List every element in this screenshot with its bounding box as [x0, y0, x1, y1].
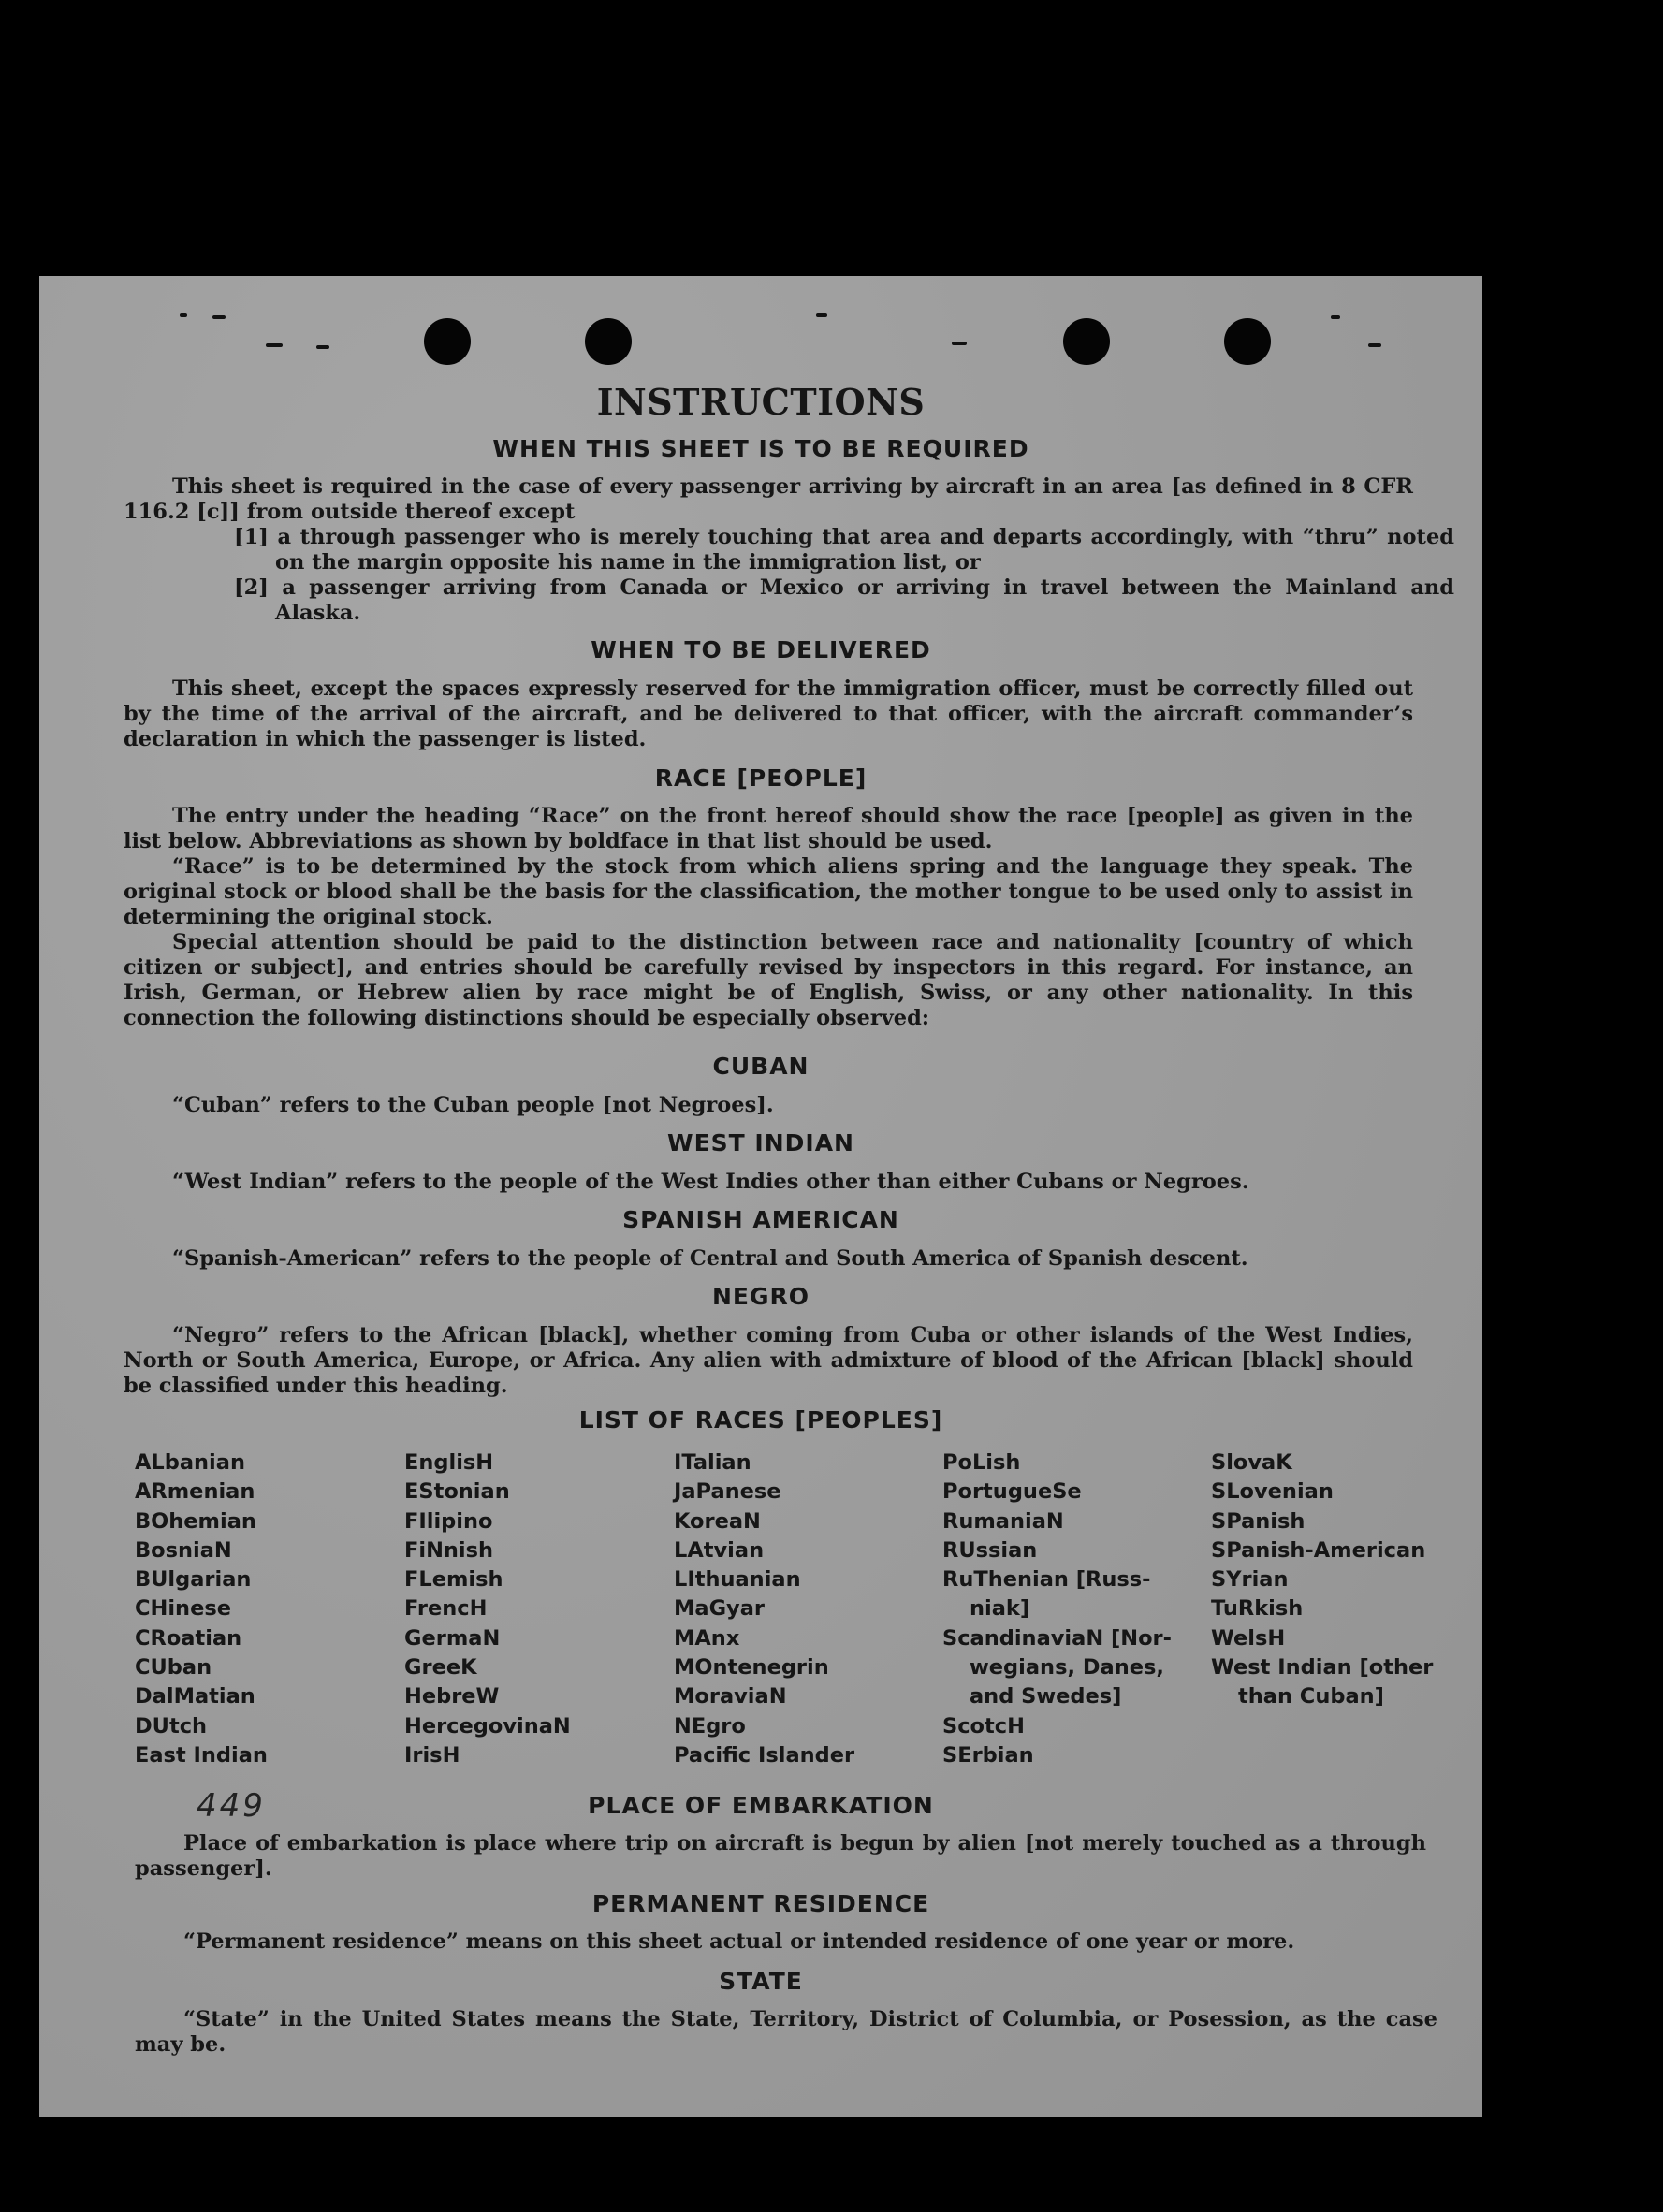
section-heading-west-indian: WEST INDIAN — [667, 1129, 854, 1157]
race-entry: BosniaN — [135, 1537, 232, 1563]
race-entry: PortugueSe — [942, 1479, 1082, 1505]
race-paragraph-3: Special attention should be paid to the distinction between race and nationality [country of which citizen or subject], and entries should be carefully revised by inspectors in this regard. For instance, an Irish, German, or Hebrew alien by race might be of English, Swiss, or any other nationality. In this connection the following distinctions should be especially observed: — [124, 930, 1413, 1030]
race-entry: and Swedes] — [970, 1684, 1122, 1710]
race-list-column-4 — [942, 1448, 1172, 1770]
race-entry: MoraviaN — [674, 1684, 787, 1710]
punch-hole — [1224, 318, 1271, 365]
race-entry: LIthuanian — [674, 1567, 801, 1593]
page-title: INSTRUCTIONS — [596, 381, 926, 423]
spanish-american-text: “Spanish-American” refers to the people of Central and South America of Spanish descent. — [172, 1246, 1248, 1271]
race-entry: ITalian — [674, 1450, 751, 1475]
race-entry: FLemish — [404, 1567, 503, 1593]
handwritten-note: 449 — [197, 1787, 266, 1825]
negro-text: “Negro” refers to the African [black], whether coming from Cuba or other islands of the West Indies, North or South America, Europe, or Africa. Any alien with admixture of blood of the African [black] should be classified under this heading. — [124, 1323, 1413, 1398]
race-entry: MOntenegrin — [674, 1655, 829, 1681]
race-entry: PoLish — [942, 1450, 1021, 1475]
race-entry: NEgro — [674, 1713, 746, 1739]
race-entry: wegians, Danes, — [970, 1655, 1164, 1681]
race-entry: HercegovinaN — [404, 1713, 571, 1739]
race-entry: SPanish-American — [1211, 1537, 1426, 1563]
race-entry: JaPanese — [674, 1479, 781, 1505]
section-heading-required: WHEN THIS SHEET IS TO BE REQUIRED — [492, 435, 1029, 462]
race-entry: KoreaN — [674, 1508, 761, 1534]
race-entry: FrencH — [404, 1596, 488, 1622]
cuban-text: “Cuban” refers to the Cuban people [not Negroes]. — [172, 1093, 774, 1117]
race-entry: IrisH — [404, 1742, 460, 1768]
delivered-text: This sheet, except the spaces expressly reserved for the immigration officer, must be correctly filled out by the time of the arrival of the aircraft, and be delivered to that officer, with the aircraft commander’s declaration in which the passenger is listed. — [124, 677, 1413, 751]
required-intro: This sheet is required in the case of every passenger arriving by aircraft in an area [as defined in 8 CFR 116.2 [c]] from outside thereof except — [124, 474, 1413, 524]
race-list-column-2 — [404, 1448, 571, 1770]
race-entry: HebreW — [404, 1684, 500, 1710]
race-entry: DUtch — [135, 1713, 208, 1739]
section-heading-cuban: CUBAN — [712, 1053, 810, 1080]
section-heading-delivered: WHEN TO BE DELIVERED — [591, 636, 931, 663]
race-entry: EStonian — [404, 1479, 510, 1505]
punch-hole — [1063, 318, 1110, 365]
race-entry: SPanish — [1211, 1508, 1306, 1534]
race-entry: SLovenian — [1211, 1479, 1334, 1505]
race-entry: RUssian — [942, 1537, 1038, 1563]
race-entry: DalMatian — [135, 1684, 255, 1710]
residence-text: “Permanent residence” means on this sheet actual or intended residence of one year or more. — [183, 1929, 1295, 1954]
race-entry: SErbian — [942, 1742, 1034, 1768]
punch-hole — [585, 318, 632, 365]
section-heading-residence: PERMANENT RESIDENCE — [591, 1890, 930, 1917]
race-entry: CRoatian — [135, 1625, 242, 1651]
race-entry: CHinese — [135, 1596, 231, 1622]
state-text: “State” in the United States means the State, Territory, District of Columbia, or Posession, as the case may be. — [135, 2007, 1437, 2057]
form-sheet — [39, 276, 1482, 2117]
race-entry: BOhemian — [135, 1508, 256, 1534]
race-entry: EnglisH — [404, 1450, 494, 1475]
race-entry: CUban — [135, 1655, 212, 1681]
west-indian-text: “West Indian” refers to the people of the West Indies other than either Cubans or Negroes. — [172, 1170, 1249, 1194]
race-entry: MAnx — [674, 1625, 740, 1651]
section-heading-negro: NEGRO — [711, 1283, 810, 1310]
race-entry: FiNnish — [404, 1537, 494, 1563]
punch-hole — [424, 318, 471, 365]
race-list-column-5 — [1211, 1448, 1433, 1712]
section-heading-spanish-american: SPANISH AMERICAN — [622, 1206, 899, 1233]
race-entry: MaGyar — [674, 1596, 765, 1622]
section-heading-list-of-races: LIST OF RACES [PEOPLES] — [578, 1406, 943, 1433]
race-entry: East Indian — [135, 1742, 268, 1768]
race-entry: WelsH — [1211, 1625, 1286, 1651]
section-heading-race: RACE [PEOPLE] — [654, 764, 868, 792]
race-entry: SlovaK — [1211, 1450, 1292, 1475]
race-entry: LAtvian — [674, 1537, 765, 1563]
race-entry: RuThenian [Russ- — [942, 1567, 1151, 1593]
required-exception-1: [1] a through passenger who is merely touching that area and departs accordingly, with “thru” noted on the margin opposite his name in the immigration list, or — [234, 525, 1454, 575]
race-entry: RumaniaN — [942, 1508, 1064, 1534]
race-paragraph-2: “Race” is to be determined by the stock from which aliens spring and the language they speak. The original stock or blood shall be the basis for the classification, the mother tongue to be used only to assist in determining the original stock. — [124, 854, 1413, 929]
section-heading-embarkation: PLACE OF EMBARKATION — [588, 1792, 934, 1819]
race-entry: ScotcH — [942, 1713, 1025, 1739]
race-entry: West Indian [other — [1211, 1655, 1434, 1681]
race-entry: BUlgarian — [135, 1567, 252, 1593]
race-entry: SYrian — [1211, 1567, 1289, 1593]
race-list-column-1 — [135, 1448, 268, 1770]
race-entry: ARmenian — [135, 1479, 255, 1505]
race-entry: ALbanian — [135, 1450, 245, 1475]
race-entry: than Cuban] — [1238, 1684, 1384, 1710]
race-entry: ScandinaviaN [Nor- — [942, 1625, 1172, 1651]
race-entry: FIlipino — [404, 1508, 493, 1534]
race-list-column-3 — [674, 1448, 854, 1770]
embarkation-text: Place of embarkation is place where trip on aircraft is begun by alien [not merely touched as a through passenger]. — [135, 1831, 1426, 1881]
race-entry: GreeK — [404, 1655, 477, 1681]
race-entry: Pacific Islander — [674, 1742, 855, 1768]
race-entry: TuRkish — [1211, 1596, 1304, 1622]
required-exception-2: [2] a passenger arriving from Canada or Mexico or arriving in travel between the Mainland and Alaska. — [234, 575, 1454, 625]
section-heading-state: STATE — [719, 1968, 803, 1995]
race-paragraph-1: The entry under the heading “Race” on the front hereof should show the race [people] as given in the list below. Abbreviations as shown by boldface in that list should be used. — [124, 804, 1413, 853]
race-entry: niak] — [970, 1596, 1030, 1622]
race-entry: GermaN — [404, 1625, 501, 1651]
